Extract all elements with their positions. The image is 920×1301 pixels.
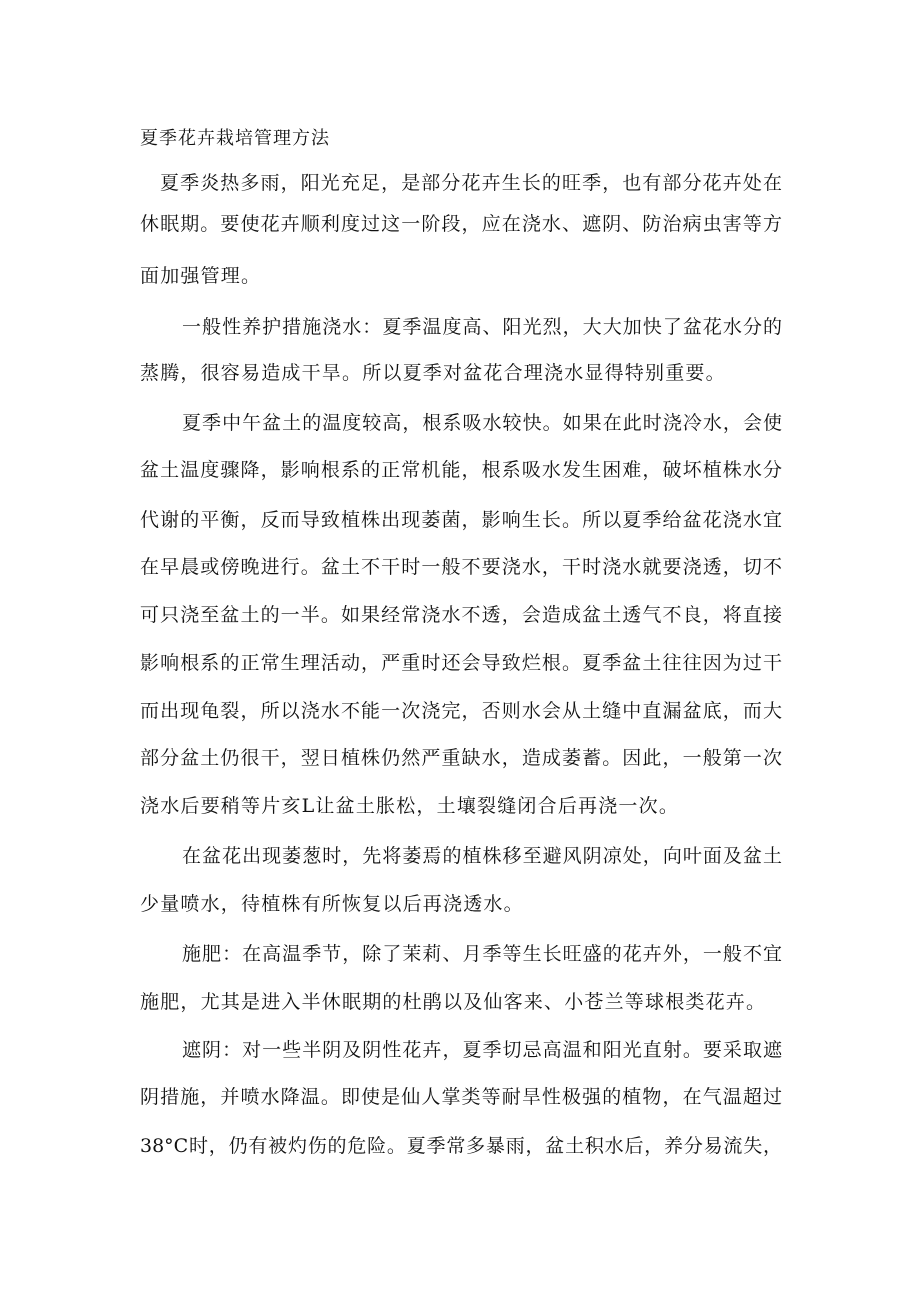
paragraph-4-line-2: 少量喷水，待植株有所恢复以后再浇透水。 bbox=[140, 893, 524, 915]
paragraph-1-line-2: 休眠期。要使花卉顺利度过这一阶段，应在浇水、遮阴、防治病虫害等方 bbox=[140, 213, 782, 235]
paragraph-3-line-1: 夏季中午盆土的温度较高，根系吸水较快。如果在此时浇冷水，会使 bbox=[182, 412, 782, 434]
document-title: 夏季花卉栽培管理方法 bbox=[140, 128, 330, 149]
paragraph-3-line-9: 浇水后要稍等片亥L让盆土胀松，土壤裂缝闭合后再浇一次。 bbox=[140, 795, 680, 817]
paragraph-6-line-3: 38°C时，仍有被灼伤的危险。夏季常多暴雨，盆土积水后，养分易流失， bbox=[140, 1135, 782, 1157]
paragraph-3-line-5: 可只浇至盆土的一半。如果经常浇水不透，会造成盆土透气不良，将直接 bbox=[140, 604, 782, 626]
paragraph-3-line-6: 影响根系的正常生理活动，严重时还会导致烂根。夏季盆土往往因为过干 bbox=[140, 652, 782, 674]
paragraph-6-line-2: 阴措施，并喷水降温。即使是仙人掌类等耐旱性极强的植物，在气温超过 bbox=[140, 1086, 782, 1108]
paragraph-1-line-1: 夏季炎热多雨，阳光充足，是部分花卉生长的旺季，也有部分花卉处在 bbox=[160, 172, 782, 194]
paragraph-1-line-3: 面加强管理。 bbox=[140, 265, 262, 287]
paragraph-5-line-2: 施肥，尤其是进入半休眠期的杜鹃以及仙客来、小苍兰等球根类花卉。 bbox=[140, 991, 767, 1013]
paragraph-5-line-1: 施肥：在高温季节，除了茉莉、月季等生长旺盛的花卉外，一般不宜 bbox=[182, 943, 782, 965]
paragraph-3-line-4: 在早晨或傍晚进行。盆土不干时一般不要浇水，干时浇水就要浇透，切不 bbox=[140, 556, 782, 578]
paragraph-3-line-8: 部分盆土仍很干，翌日植株仍然严重缺水，造成萎蓄。因此，一般第一次 bbox=[140, 747, 782, 769]
paragraph-6-line-1: 遮阴：对一些半阴及阴性花卉，夏季切忌高温和阳光直射。要采取遮 bbox=[182, 1039, 782, 1061]
paragraph-2-line-1: 一般性养护措施浇水：夏季温度高、阳光烈，大大加快了盆花水分的 bbox=[182, 316, 782, 338]
paragraph-3-line-7: 而出现龟裂，所以浇水不能一次浇完，否则水会从土缝中直漏盆底，而大 bbox=[140, 700, 782, 722]
paragraph-3-line-2: 盆土温度骤降，影响根系的正常机能，根系吸水发生困难，破坏植株水分 bbox=[140, 459, 782, 481]
paragraph-3-line-3: 代谢的平衡，反而导致植株出现萎菌，影响生长。所以夏季给盆花浇水宜 bbox=[140, 509, 782, 531]
paragraph-2-line-2: 蒸腾，很容易造成干旱。所以夏季对盆花合理浇水显得特别重要。 bbox=[140, 362, 726, 384]
paragraph-4-line-1: 在盆花出现萎葱时，先将萎焉的植株移至避风阴凉处，向叶面及盆土 bbox=[182, 845, 782, 867]
